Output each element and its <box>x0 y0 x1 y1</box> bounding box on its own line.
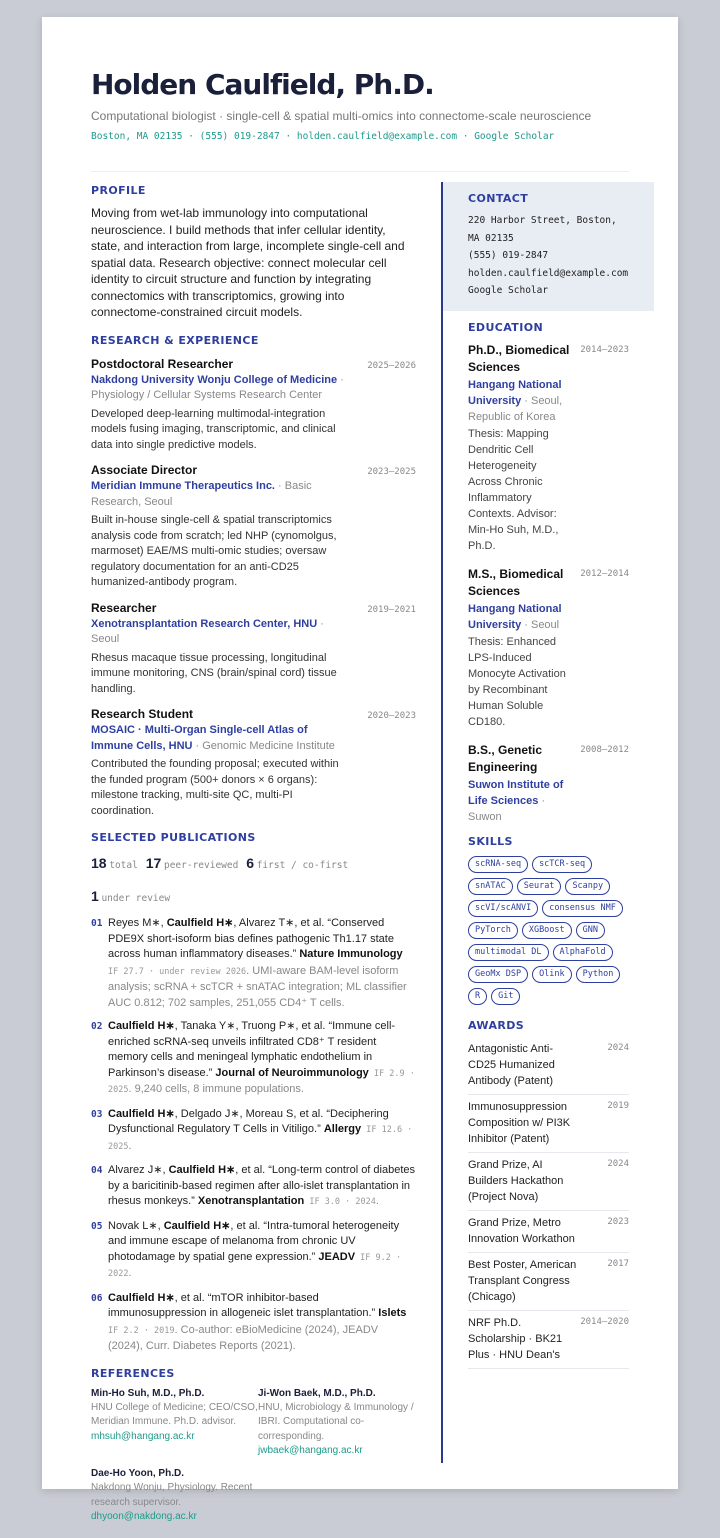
profile-title: PROFILE <box>91 184 146 197</box>
experience-item-header <box>91 707 416 721</box>
institution-location: · Suwon <box>468 795 546 823</box>
contact-title: CONTACT <box>468 192 529 205</box>
job-title: Researcher <box>91 600 157 615</box>
skill-chip: scTCR-seq <box>532 856 592 873</box>
award-item <box>468 1211 629 1253</box>
contact-box <box>443 182 654 311</box>
publication-title: , Delgado J∗, Moreau S, et al. “Deciphering Dysfunctional Regulatory T Cells in Vitiligo.” <box>108 1107 389 1135</box>
skill-chip: Git <box>491 988 520 1005</box>
education-title: EDUCATION <box>468 321 544 334</box>
education-date: 2012–2014 <box>580 569 629 579</box>
award-year: 2024 <box>607 1159 629 1169</box>
stat-total-label: total <box>109 860 138 871</box>
publication-self-author: Caulfield H∗ <box>163 1219 231 1232</box>
education-details <box>468 742 570 825</box>
publication-citation <box>108 1219 416 1283</box>
publication-journal: Allergy <box>323 1123 362 1135</box>
stat-first-label: first / co-first <box>256 860 349 871</box>
award-year: 2017 <box>607 1259 629 1269</box>
experience-title: RESEARCH & EXPERIENCE <box>91 333 259 347</box>
skill-chip: XGBoost <box>522 922 572 939</box>
education-institution <box>468 777 570 825</box>
award-item <box>468 1153 629 1211</box>
awards-title: AWARDS <box>468 1019 525 1032</box>
skill-chip: Seurat <box>517 878 562 895</box>
award-year: 2024 <box>607 1043 629 1053</box>
publication-meta: IF 3.0 · 2024 <box>304 1197 376 1207</box>
institution-name: Hangang National University <box>468 379 562 407</box>
skill-chip: scRNA-seq <box>468 856 528 873</box>
award-item <box>468 1095 629 1153</box>
stat-first-count: 6 <box>246 855 255 871</box>
publication-title: , Alvarez T∗, et al. “Conserved PDE9X short-isoform bias defines pathogenic Th1.17 state across human inflammatory diseases.” <box>108 917 394 960</box>
skill-chip: Olink <box>532 966 572 983</box>
publication-citation <box>108 1107 416 1156</box>
education-section <box>443 321 654 825</box>
skill-chip: Python <box>576 966 621 983</box>
award-name: Immunosuppression Composition w/ PI3K Inhibitor (Patent) <box>468 1101 571 1145</box>
sidebar <box>443 182 654 1369</box>
reference-description: HNU College of Medicine; CEO/CSO, Meridian Immune. Ph.D. advisor. <box>91 1401 258 1427</box>
education-institution <box>468 377 570 425</box>
publication-title: , et al. “Long-term control of diabetes by a baricitinib-based regimen after allo-islet transplantation in rhesus monkeys.” <box>108 1164 416 1207</box>
publication-number: 05 <box>91 1220 103 1232</box>
references-section <box>91 1367 416 1525</box>
publication-self-author: Caulfield H∗ <box>108 1107 175 1120</box>
education-details <box>468 566 570 730</box>
publication-title: , et al. “mTOR inhibitor-based immunosuppression in allogeneic islet transplantation.” <box>108 1291 379 1319</box>
publication-notes: . UMI-aware BAM-level isoform analysis; scRNA + scTCR + snATAC integration; ML classifier AUC 0.812; 702 samples, 251,055 CD4⁺ T cells. <box>108 964 407 1009</box>
award-year: 2023 <box>607 1217 629 1227</box>
contact-scholar-link[interactable]: Google Scholar <box>468 285 549 296</box>
publication-journal: Islets <box>378 1307 407 1319</box>
job-description: Developed deep-learning multimodal-integration models fusing imaging, transcriptomic, and clinical data into single predictive models. <box>91 407 336 451</box>
header <box>91 67 639 142</box>
header-divider <box>91 171 629 172</box>
organization-location: · Physiology / Cellular Systems Research Center <box>91 373 344 401</box>
contact-line[interactable]: Boston, MA 02135 · (555) 019-2847 · holden.caulfield@example.com · Google Scholar <box>91 131 555 142</box>
reference-item <box>258 1388 418 1459</box>
reference-item <box>91 1388 258 1459</box>
experience-item <box>91 707 416 819</box>
job-description: Contributed the founding proposal; executed within the funded program (500+ donors × 6 organs): milestone tracking, multi-site QC, multi-PI coordination. <box>91 758 339 817</box>
education-date: 2008–2012 <box>580 745 629 755</box>
publication-item <box>91 1107 416 1156</box>
publication-meta: IF 2.9 · 2025 <box>108 1068 415 1095</box>
reference-name: Ji-Won Baek, M.D., Ph.D. <box>258 1387 376 1399</box>
publication-meta: IF 27.7 · under review 2026 <box>108 966 247 977</box>
reference-email[interactable]: mhsuh@hangang.ac.kr <box>91 1430 195 1442</box>
job-title: Associate Director <box>91 463 198 477</box>
publication-item <box>91 1019 416 1099</box>
job-organization <box>91 723 351 754</box>
award-year: 2014–2020 <box>580 1317 629 1327</box>
skill-chip: multimodal DL <box>468 944 549 961</box>
headline: Computational biologist · single-cell & spatial multi-omics into connectome-scale neuroscience <box>91 109 592 123</box>
reference-description: HNU, Microbiology & Immunology / IBRI. Computational co-corresponding. <box>258 1401 414 1442</box>
reference-name: Dae-Ho Yoon, Ph.D. <box>91 1468 184 1479</box>
publication-stats <box>91 854 416 908</box>
experience-item-header <box>91 601 416 615</box>
education-institution <box>468 601 570 633</box>
references-title: REFERENCES <box>91 1366 175 1380</box>
education-degree: B.S., Genetic Engineering <box>468 743 543 774</box>
stat-review-label: under review <box>101 893 171 904</box>
skill-chip: R <box>468 988 487 1005</box>
publication-title: , et al. “Intra-tumoral heterogeneity and immune escape of melanoma from chronic UV photodamage by spatial gene expression.” <box>108 1219 400 1263</box>
award-name: Best Poster, American Transplant Congress (Chicago) <box>468 1259 577 1303</box>
publication-item <box>91 1219 416 1283</box>
skill-chip: consensus NMF <box>542 900 623 917</box>
profile-text: Moving from wet-lab immunology into computational neuroscience. I build methods that infer cellular identity, state, and interaction from large, incomplete single-cell and spatial data. Research objective: connect molecular cell identity to circuit structure and function by integrating connectomics with transcriptomics, growing into connectome-constrained circuit models. <box>91 206 405 319</box>
education-item <box>468 342 629 554</box>
publication-notes: . <box>128 1267 132 1279</box>
education-item <box>468 742 629 825</box>
reference-item <box>91 1468 258 1524</box>
job-date: 2023–2025 <box>367 467 416 477</box>
job-description: Rhesus macaque tissue processing, longitudinal immune monitoring, CNS (brain/spinal cord) tissue handling. <box>91 651 337 695</box>
award-item <box>468 1253 629 1311</box>
education-thesis: Thesis: Mapping Dendritic Cell Heterogeneity Across Chronic Inflammatory Contexts. Advisor: Min-Ho Suh, M.D., Ph.D. <box>468 428 559 552</box>
job-organization <box>91 617 351 648</box>
job-title: Postdoctoral Researcher <box>91 356 234 371</box>
publications-section <box>91 831 416 1355</box>
institution-name: Suwon Institute of Life Sciences <box>468 779 564 807</box>
publication-self-author: Caulfield H∗ <box>168 1164 236 1176</box>
publications-title: SELECTED PUBLICATIONS <box>91 831 256 844</box>
education-item <box>468 566 629 730</box>
skill-chip: Scanpy <box>565 878 610 895</box>
publication-meta: IF 9.2 · 2022 <box>108 1252 402 1279</box>
publication-item <box>91 916 416 1011</box>
contact-phone[interactable]: (555) 019-2847 <box>468 250 549 261</box>
skills-title: SKILLS <box>468 835 513 848</box>
skill-chip: snATAC <box>468 878 513 895</box>
publication-title: , Tanaka Y∗, Truong P∗, et al. “Immune cell-enriched scRNA-seq unveils infiltrated CD8⁺ T resident memory cells and meningeal lymphatic endothelium in Parkinson’s disease.” <box>108 1020 396 1079</box>
publication-self-author: Caulfield H∗ <box>108 1020 175 1032</box>
skill-chip: PyTorch <box>468 922 518 939</box>
institution-location: · Seoul <box>521 619 560 631</box>
stat-peer-label: peer-reviewed <box>163 860 239 871</box>
award-name: Antagonistic Anti-CD25 Humanized Antibody (Patent) <box>468 1043 555 1087</box>
organization-name: Nakdong University Wonju College of Medicine <box>91 373 338 386</box>
job-organization <box>91 373 351 404</box>
experience-item <box>91 357 416 454</box>
publication-number: 01 <box>91 918 103 929</box>
organization-name: Meridian Immune Therapeutics Inc. <box>91 480 275 492</box>
award-name: Grand Prize, Metro Innovation Workathon <box>468 1217 575 1245</box>
publication-citation <box>108 1163 416 1211</box>
candidate-name: Holden Caulfield, Ph.D. <box>91 68 434 101</box>
education-degree: Ph.D., Biomedical Sciences <box>468 343 570 374</box>
skill-chip: GeoMx DSP <box>468 966 528 983</box>
publication-notes: . 9,240 cells, 8 immune populations. <box>128 1083 304 1095</box>
experience-item <box>91 463 416 591</box>
institution-name: Hangang National University <box>468 603 562 631</box>
publication-authors-pre: Reyes M∗, <box>108 917 167 929</box>
reference-email[interactable]: jwbaek@hangang.ac.kr <box>258 1445 363 1456</box>
organization-location: · Basic Research, Seoul <box>91 480 312 508</box>
award-item <box>468 1311 629 1369</box>
experience-item-header <box>91 357 416 371</box>
institution-location: · Seoul, Republic of Korea <box>468 395 563 423</box>
publication-citation <box>108 1019 416 1099</box>
publication-meta: IF 12.6 · 2025 <box>108 1125 413 1152</box>
publication-self-author: Caulfield H∗ <box>166 917 234 929</box>
publication-authors-pre: Alvarez J∗, <box>108 1164 169 1176</box>
main-column <box>91 182 416 1524</box>
publication-journal: Nature Immunology <box>299 948 403 960</box>
stat-review-count: 1 <box>91 888 99 904</box>
stat-total-count: 18 <box>91 855 107 871</box>
stat-peer-count: 17 <box>145 855 162 871</box>
skill-chip: AlphaFold <box>553 944 613 961</box>
award-item <box>468 1037 629 1095</box>
experience-item <box>91 601 416 698</box>
job-date: 2019–2021 <box>367 604 416 615</box>
job-title: Research Student <box>91 707 194 721</box>
publication-item <box>91 1291 416 1355</box>
job-description: Built in-house single-cell & spatial transcriptomics analysis code from scratch; led NHP (cynomolgus, marmoset) EAE/MS multi-omic studies; oversaw regulatory documentation for an anti-CD25 humanized-antibody program. <box>91 514 337 588</box>
publication-self-author: Caulfield H∗ <box>108 1291 175 1304</box>
award-name: NRF Ph.D. Scholarship · BK21 Plus · HNU Dean's <box>468 1317 563 1361</box>
experience-section <box>91 334 416 820</box>
publication-authors-pre: Novak L∗, <box>108 1219 164 1232</box>
publication-citation <box>108 1291 416 1355</box>
publication-number: 06 <box>91 1292 103 1304</box>
job-organization <box>91 479 351 510</box>
contact-email[interactable]: holden.caulfield@example.com <box>468 267 629 279</box>
publication-citation <box>108 916 416 1011</box>
publication-number: 04 <box>91 1165 103 1176</box>
organization-name: MOSAIC · Multi-Organ Single-cell Atlas of Immune Cells, HNU <box>91 724 308 752</box>
skill-chip: GNN <box>576 922 605 939</box>
publication-journal: JEADV <box>318 1250 356 1263</box>
award-name: Grand Prize, AI Builders Hackathon (Project Nova) <box>468 1159 564 1203</box>
publication-number: 02 <box>91 1021 103 1032</box>
publication-number: 03 <box>91 1108 103 1120</box>
organization-location: · Seoul <box>91 617 324 645</box>
skill-chip: scVI/scANVI <box>468 900 538 917</box>
experience-item-header <box>91 463 416 477</box>
education-details <box>468 342 570 554</box>
publication-journal: Journal of Neuroimmunology <box>215 1066 369 1079</box>
reference-email[interactable]: dhyoon@nakdong.ac.kr <box>91 1511 197 1522</box>
publication-meta: IF 2.2 · 2019 <box>108 1325 175 1336</box>
publication-item <box>91 1163 416 1211</box>
reference-description: Nakdong Wonju, Physiology. Recent research supervisor. <box>91 1482 253 1508</box>
publication-notes: . <box>128 1139 132 1152</box>
award-year: 2019 <box>607 1101 629 1111</box>
organization-name: Xenotransplantation Research Center, HNU <box>91 617 318 630</box>
profile-section <box>91 184 416 321</box>
publication-notes: . Co-author: eBioMedicine (2024), JEADV (2024), Curr. Diabetes Reports (2021). <box>108 1323 379 1352</box>
education-thesis: Thesis: Enhanced LPS-Induced Monocyte Activation by Recombinant Human Soluble CD180. <box>468 636 566 728</box>
publication-notes: . <box>375 1195 379 1207</box>
reference-name: Min-Ho Suh, M.D., Ph.D. <box>91 1387 205 1399</box>
organization-location: · Genomic Medicine Institute <box>192 739 335 752</box>
education-degree: M.S., Biomedical Sciences <box>468 567 564 598</box>
resume-page <box>42 17 678 1522</box>
awards-section <box>443 1019 654 1369</box>
job-date: 2025–2026 <box>367 360 416 371</box>
publication-journal: Xenotransplantation <box>197 1195 305 1207</box>
skills-section <box>443 835 654 1005</box>
education-date: 2014–2023 <box>580 345 629 355</box>
contact-address: 220 Harbor Street, Boston, MA 02135 <box>468 215 617 244</box>
job-date: 2020–2023 <box>367 711 416 721</box>
